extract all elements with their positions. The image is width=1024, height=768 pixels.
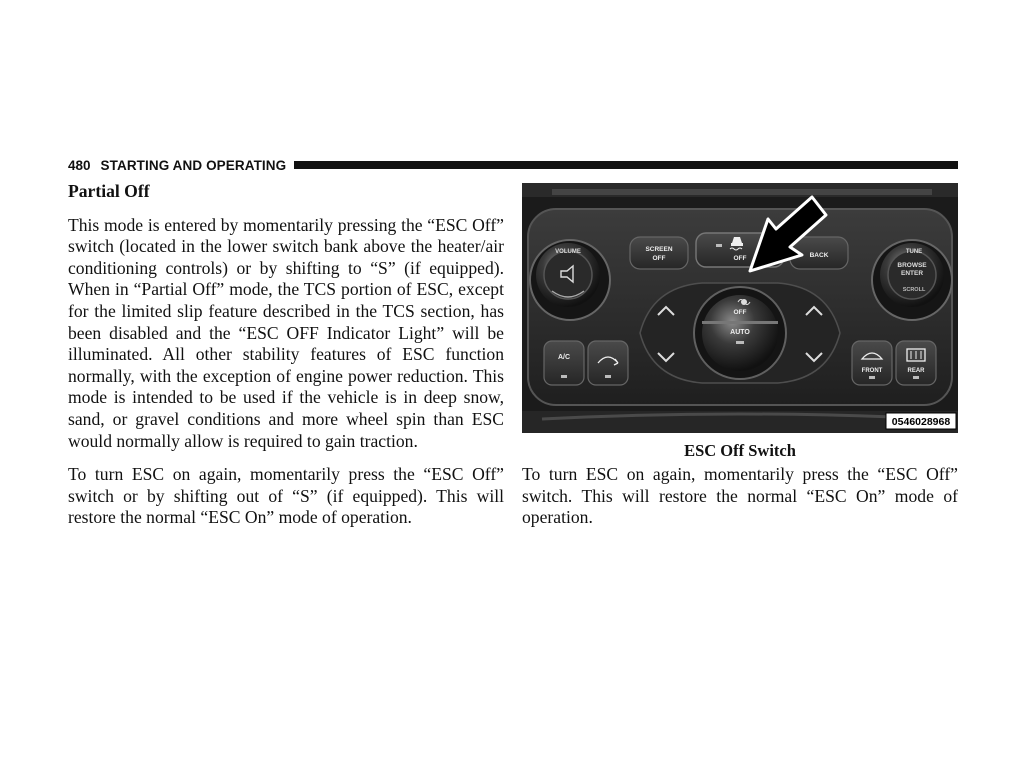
esc-off-label: OFF [733,255,747,262]
ac-label: A/C [557,354,571,361]
back-label: BACK [809,252,829,259]
part-number: 0546028968 [891,416,951,428]
tune-label: TUNE [905,249,923,255]
page-header [68,156,958,174]
fan-off-label: OFF [733,309,747,316]
esc-switch-figure [522,183,958,433]
screen-off-label-2: OFF [652,255,666,262]
auto-label: AUTO [730,329,750,336]
page-number: 480 [68,157,91,173]
header-rule [294,161,958,169]
section-title: STARTING AND OPERATING [100,157,287,173]
section-heading: Partial Off [68,181,150,201]
auto-indicator-led [736,341,744,344]
body-paragraph-1: This mode is entered by momentarily pressing the “ESC Off” switch (located in the lower switch bank above the heater/air conditioning controls) or by shifting to “S” (if equipped). When in “Partial Off” mode, the TCS portion of ESC, except for the limited slip feature described in the TCS section, has been disabled and the “ESC OFF Indicator Light” will be illuminated. All other stability features of ESC function normally, with the exception of engine power reduction. This mode is intended to be used if the vehicle is in deep snow, sand, or gravel conditions and more wheel spin than ESC would normally allow is required to gain traction. [68,214,504,451]
body-paragraph-2: To turn ESC on again, momentarily press the “ESC Off” switch or by shifting out of “S” (if equipped). This will restore the normal “ESC On” mode of operation. [68,464,504,528]
figure-caption: ESC Off Switch [684,441,796,460]
volume-label: VOLUME [555,249,581,255]
recirculation-button [588,341,628,385]
rear-label: REAR [907,368,925,374]
esc-indicator-led [716,244,722,247]
front-label: FRONT [861,368,883,374]
control-panel-illustration [522,183,958,433]
scroll-label: SCROLL [902,287,926,293]
screen-off-label-1: SCREEN [645,246,673,253]
enter-label: ENTER [900,270,924,277]
right-column [522,464,958,541]
browse-label: BROWSE [897,262,927,269]
left-column [68,181,504,541]
screen-off-button [630,237,688,269]
right-paragraph-1: To turn ESC on again, momentarily press the “ESC Off” switch. This will restore the normal “ESC On” mode of operation. [522,464,958,528]
front-defrost-button [852,341,892,385]
ac-button [544,341,584,385]
rear-defrost-button [896,341,936,385]
